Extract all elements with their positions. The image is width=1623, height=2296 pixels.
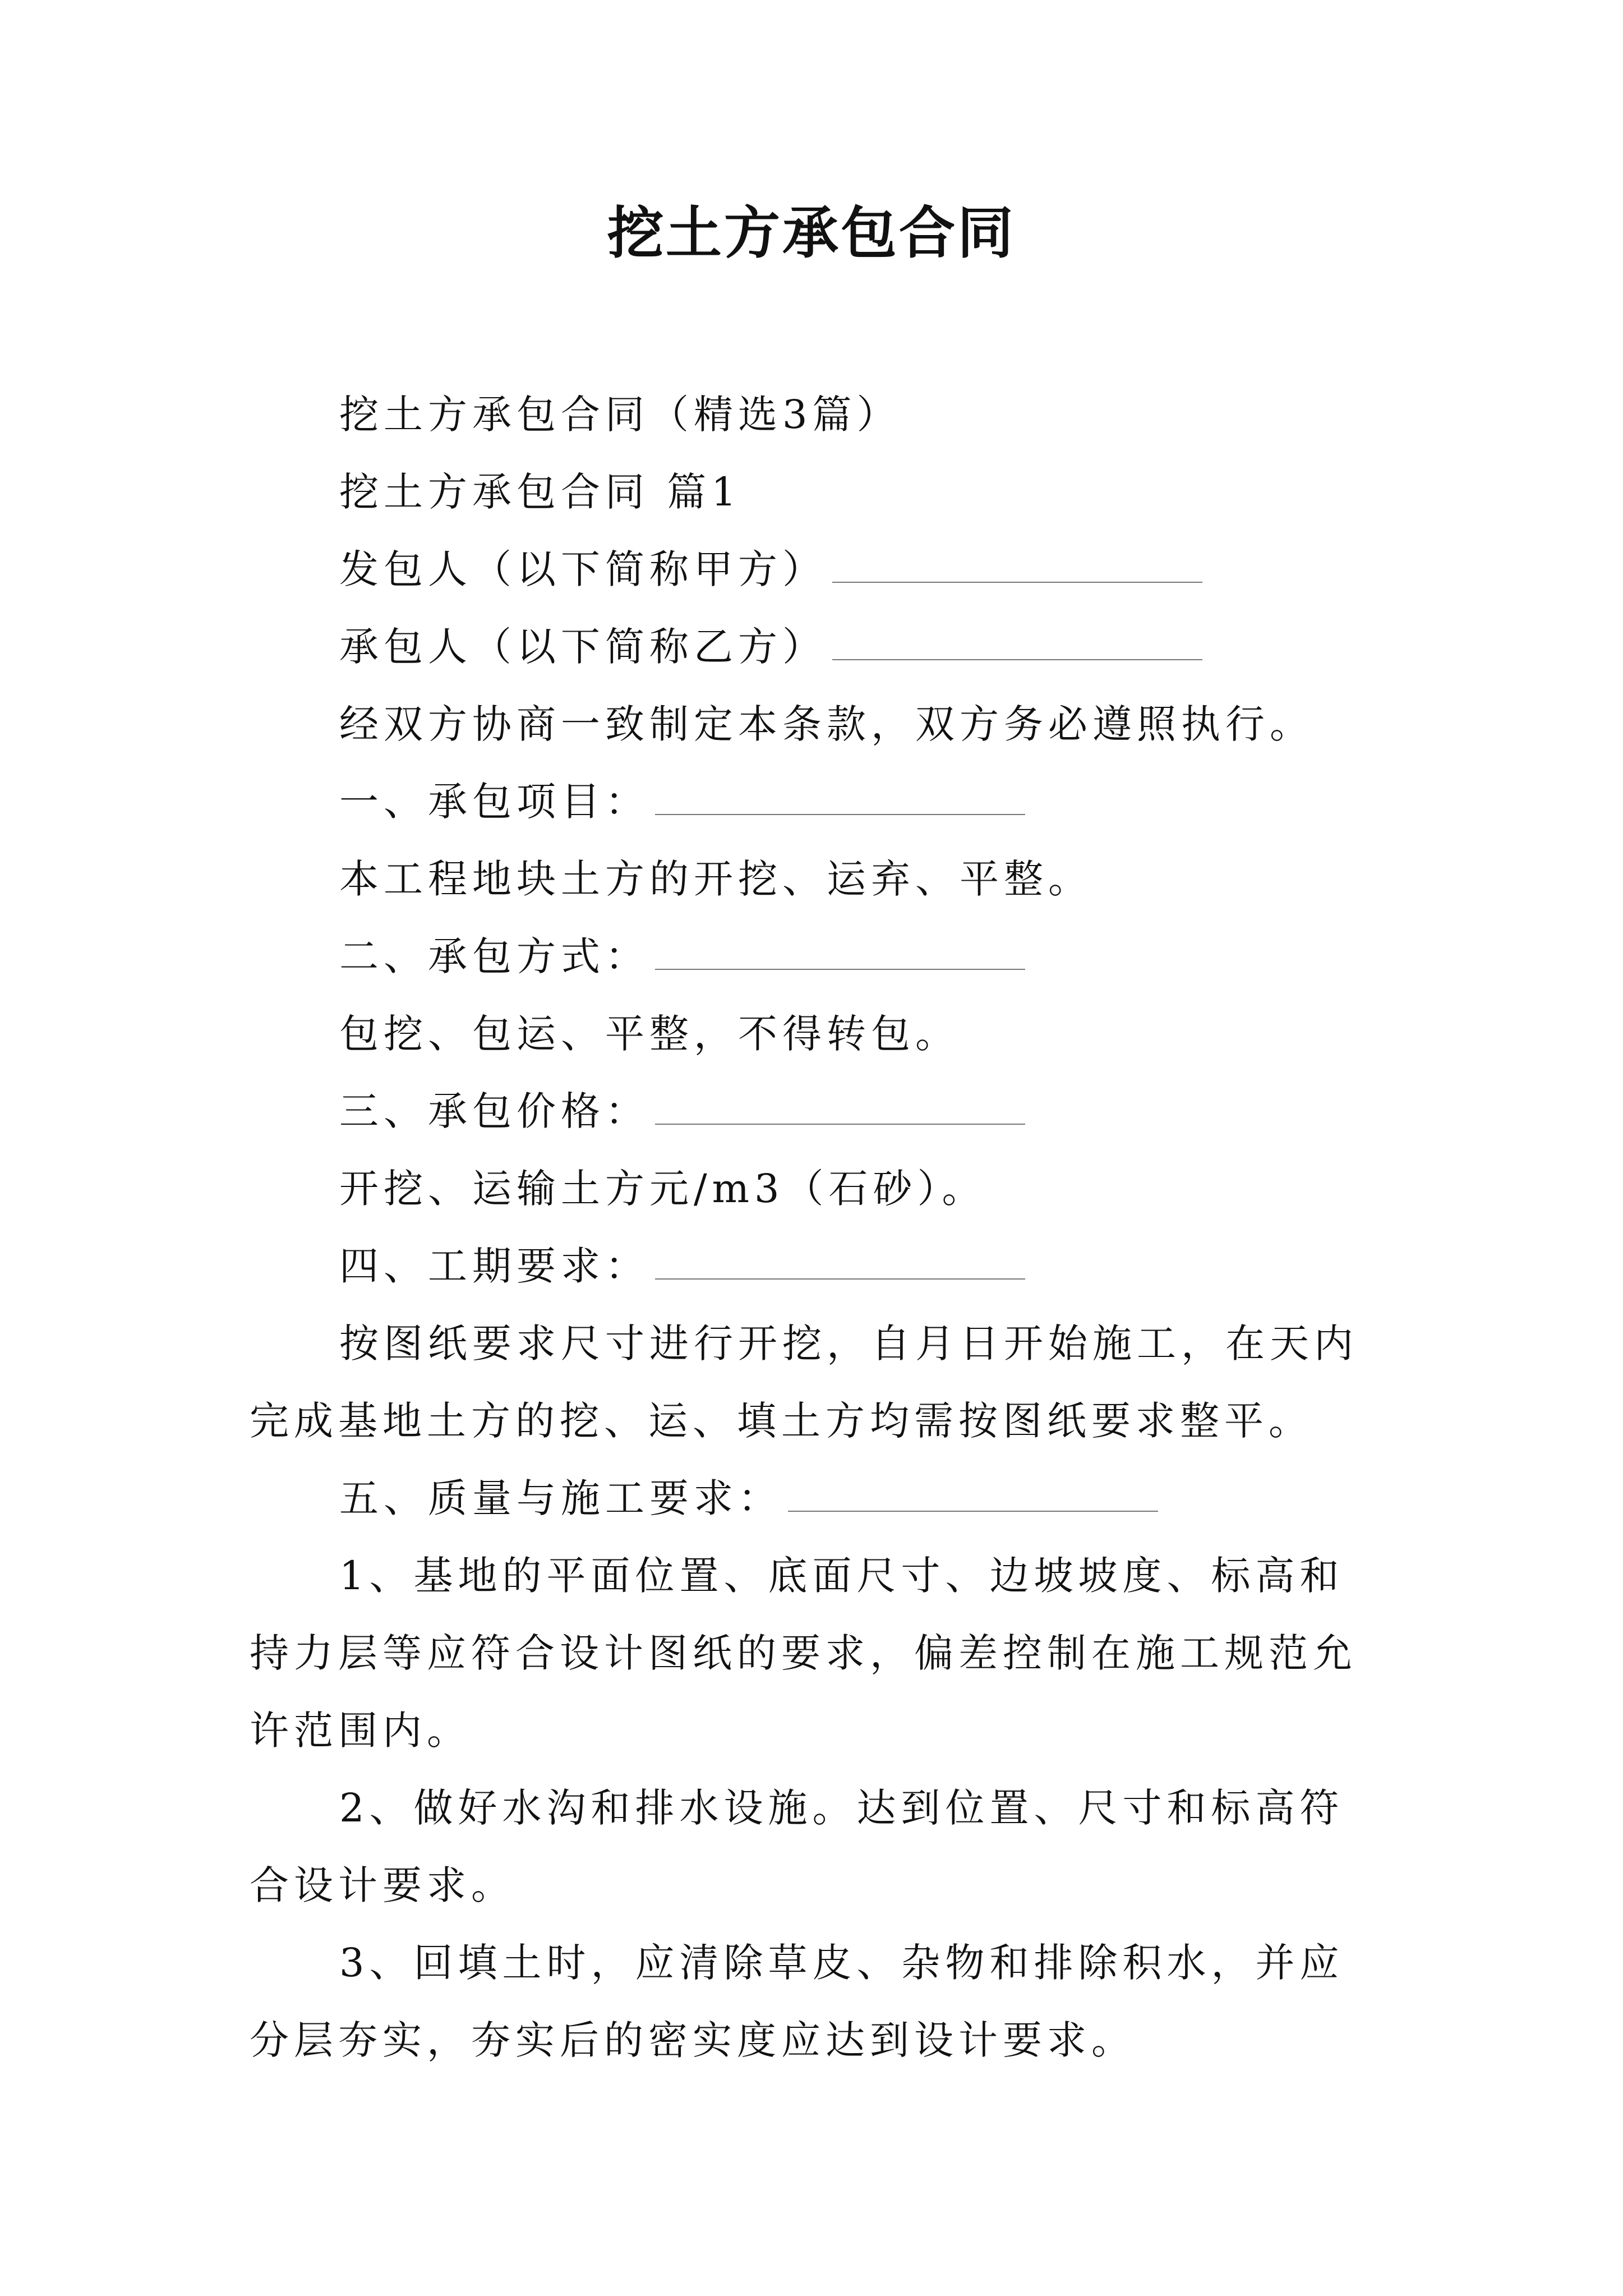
fill-in-blank-line bbox=[832, 548, 1202, 583]
document-paragraph bbox=[250, 1073, 1388, 1150]
document-paragraph bbox=[250, 763, 1388, 840]
fill-in-blank-line bbox=[655, 1090, 1025, 1125]
document-body bbox=[250, 376, 1388, 2079]
document-title: 挖土方承包合同 bbox=[607, 200, 1016, 266]
paragraph-text: 1、基地的平面位置、底面尺寸、边坡坡度、标高和持力层等应符合设计图纸的要求，偏差控制在施工规范允许范围内。 bbox=[250, 1553, 1357, 1754]
paragraph-text: 包挖、包运、平整，不得转包。 bbox=[339, 1011, 960, 1057]
document-paragraph bbox=[250, 1924, 1388, 2079]
paragraph-text: 三、承包价格： bbox=[339, 1088, 649, 1134]
document-paragraph bbox=[250, 376, 1388, 453]
document-paragraph bbox=[250, 1150, 1388, 1227]
paragraph-text: 二、承包方式： bbox=[339, 933, 649, 979]
document-paragraph bbox=[250, 531, 1388, 608]
paragraph-text: 挖土方承包合同（精选3篇） bbox=[339, 392, 901, 438]
document-paragraph bbox=[250, 995, 1388, 1073]
document-paragraph bbox=[250, 918, 1388, 995]
paragraph-text: 3、回填土时，应清除草皮、杂物和排除积水，并应分层夯实，夯实后的密实度应达到设计要求。 bbox=[250, 1940, 1344, 2063]
document-paragraph bbox=[250, 453, 1388, 531]
paragraph-text: 一、承包项目： bbox=[339, 779, 649, 825]
paragraph-text: 经双方协商一致制定本条款，双方务必遵照执行。 bbox=[339, 701, 1314, 747]
fill-in-blank-line bbox=[655, 780, 1025, 815]
paragraph-text: 按图纸要求尺寸进行开挖，自月日开始施工，在天内完成基地土方的挖、运、填土方均需按图纸要求整平。 bbox=[250, 1320, 1358, 1444]
document-paragraph bbox=[250, 840, 1388, 918]
fill-in-blank-line bbox=[655, 935, 1025, 970]
paragraph-text: 四、工期要求： bbox=[339, 1243, 649, 1289]
document-paragraph bbox=[250, 1460, 1388, 1537]
fill-in-blank-line bbox=[655, 1245, 1025, 1280]
document-paragraph bbox=[250, 685, 1388, 763]
paragraph-text: 开挖、运输土方元/m3（石砂）。 bbox=[339, 1166, 986, 1212]
paragraph-text: 五、质量与施工要求： bbox=[339, 1475, 782, 1521]
paragraph-text: 2、做好水沟和排水设施。达到位置、尺寸和标高符合设计要求。 bbox=[250, 1785, 1344, 1908]
document-paragraph bbox=[250, 1305, 1388, 1460]
document-paragraph bbox=[250, 1769, 1388, 1924]
paragraph-text: 挖土方承包合同 篇1 bbox=[339, 469, 741, 515]
fill-in-blank-line bbox=[788, 1477, 1158, 1512]
fill-in-blank-line bbox=[832, 625, 1202, 660]
document-paragraph bbox=[250, 1537, 1388, 1769]
paragraph-text: 发包人（以下简称甲方） bbox=[339, 546, 827, 592]
document-paragraph bbox=[250, 608, 1388, 685]
paragraph-text: 本工程地块土方的开挖、运弃、平整。 bbox=[339, 856, 1092, 902]
paragraph-text: 承包人（以下简称乙方） bbox=[339, 624, 827, 670]
document-paragraph bbox=[250, 1227, 1388, 1305]
